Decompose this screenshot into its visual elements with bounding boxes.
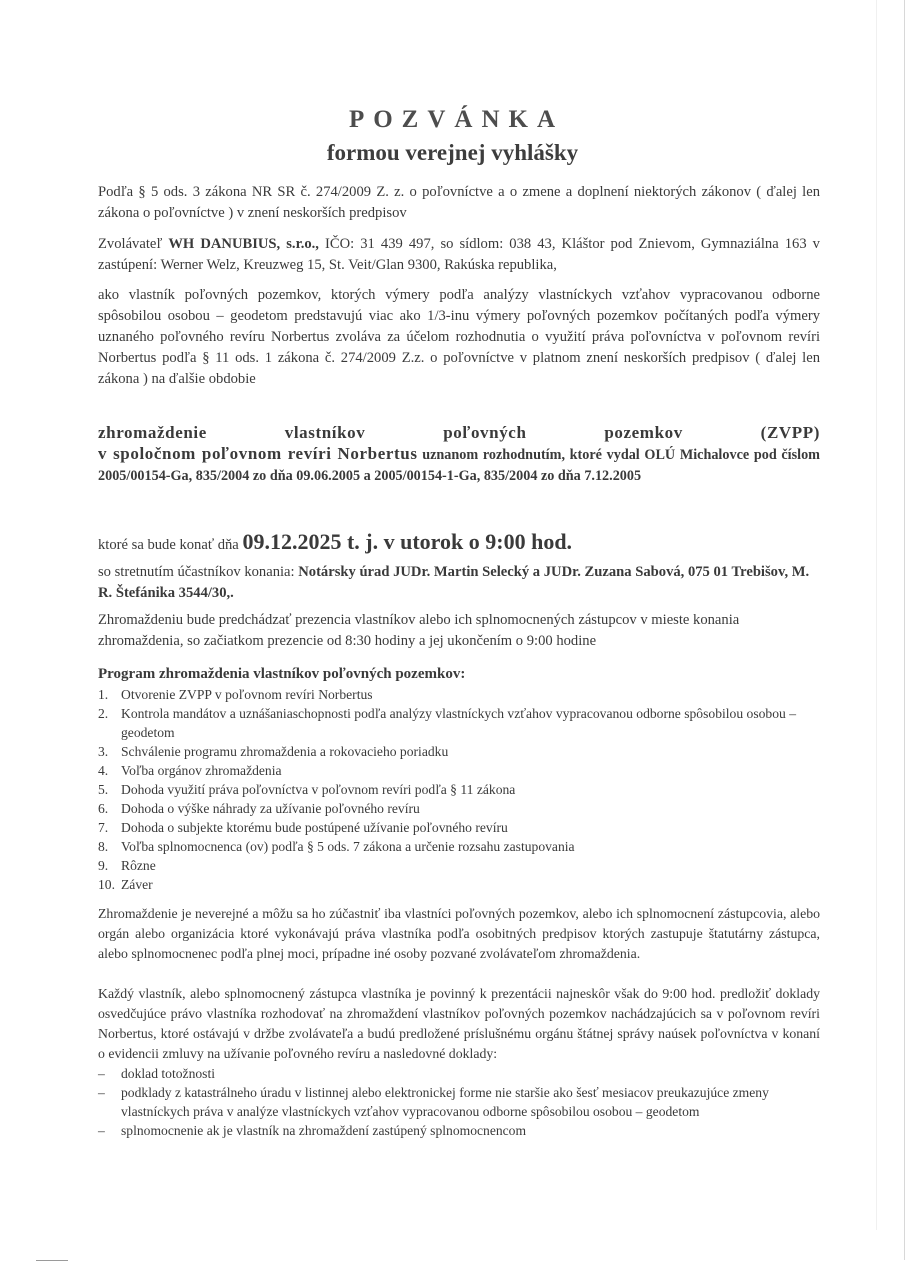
program-item-number: 3. <box>98 744 109 759</box>
program-item <box>98 780 820 799</box>
program-item-number: 8. <box>98 839 109 854</box>
legal-basis-paragraph <box>98 182 820 224</box>
convener-name: WH DANUBIUS, s.r.o., <box>168 236 319 252</box>
program-item <box>98 837 820 856</box>
program-item-text: Záver <box>121 877 153 892</box>
program-item <box>98 685 820 704</box>
program-list <box>98 685 820 894</box>
program-item-text: Schválenie programu zhromaždenia a rokovacieho poriadku <box>121 744 449 759</box>
program-title: Program zhromaždenia vlastníkov poľovných pozemkov: <box>98 666 466 682</box>
program-item-number: 6. <box>98 801 109 816</box>
convener-prefix: Zvolávateľ <box>98 236 169 252</box>
footer-rule <box>36 1260 68 1261</box>
program-item-text: Kontrola mandátov a uznášaniaschopnosti podľa analýzy vlastníckych vzťahov vypracovanou odborne spôsobilou osobou – geodetom <box>121 706 797 740</box>
assembly-decision: uznanom rozhodnutím, ktoré vydal OLÚ Michalovce pod číslom 2005/00154-Ga, 835/2004 zo dňa 09.06.2005 a 2005/00154-1-Ga, 835/2004 zo dňa 7.12.2005 <box>98 447 820 484</box>
program-item-text: Rôzne <box>121 858 156 873</box>
meeting-venue-paragraph <box>98 562 820 604</box>
program-item-text: Voľba orgánov zhromaždenia <box>121 763 282 778</box>
required-document-text: splnomocnenie ak je vlastník na zhromaždení zastúpený splnomocnencom <box>121 1123 527 1138</box>
required-documents-list <box>98 1064 820 1140</box>
convener-paragraph <box>98 234 820 276</box>
program-item <box>98 742 820 761</box>
scan-edge-line-faint <box>876 0 877 1230</box>
program-item-number: 5. <box>98 782 109 797</box>
assembly-paragraph <box>98 422 820 487</box>
owner-paragraph <box>98 285 820 390</box>
program-item-text: Voľba splnomocnenca (ov) podľa § 5 ods. 7 zákona a určenie rozsahu zastupovania <box>121 839 575 854</box>
assembly-heading-line2: v spoločnom poľovnom revíri Norbertus <box>98 444 418 463</box>
program-item <box>98 818 820 837</box>
program-item <box>98 856 820 875</box>
program-item-number: 2. <box>98 706 109 721</box>
venue-prefix: so stretnutím účastníkov konania: <box>98 564 299 580</box>
program-item <box>98 875 820 894</box>
program-item-number: 1. <box>98 687 109 702</box>
program-item-text: Dohoda o subjekte ktorému bude postúpené užívanie poľovného revíru <box>121 820 508 835</box>
legal-basis-text: Podľa § 5 ods. 3 zákona NR SR č. 274/2009 Z. z. o poľovníctve a o zmene a doplnení niektorých zákonov ( ďalej len zákona o poľovníctve ) v znení neskorších predpisov <box>98 184 820 221</box>
owner-text: ako vlastník poľovných pozemkov, ktorých výmery podľa analýzy vlastníckych vzťahov vypracovanou odborne spôsobilou osobou – geodetom predstavujú viac ako 1/3-inu výmery poľovných pozemkov počítaných podľa výmery uznaného poľovného revíru Norbertus zvoláva za účelom rozhodnutia o využití práva poľovníctva v poľovnom revíri Norbertus podľa § 11 ods. 1 zákona č. 274/2009 Z.z. o poľovníctve v platnom znení neskorších predpisov ( ďalej len zákona ) na ďalšie obdobie <box>98 287 820 387</box>
dash-bullet-icon: – <box>98 1123 105 1138</box>
program-item <box>98 799 820 818</box>
program-item-text: Dohoda o výške náhrady za užívanie poľovného revíru <box>121 801 420 816</box>
meeting-date-line <box>98 528 820 559</box>
program-item-number: 7. <box>98 820 109 835</box>
required-document-item <box>98 1083 820 1121</box>
program-item-number: 9. <box>98 858 109 873</box>
document-title: POZVÁNKA <box>348 106 565 133</box>
closing-text-1: Zhromaždenie je neverejné a môžu sa ho zúčastniť iba vlastníci poľovných pozemkov, alebo ich splnomocnení zástupcovia, alebo orgán alebo organizácia ktoré vykonávajú práva vlastníka podľa osobitných predpisov ktorých zastupuje štatutárny zástupca, alebo splnomocnenec podľa plnej moci, prípadne iné osoby pozvané zvolávateľom zhromaždenia. <box>98 906 820 961</box>
required-document-text: podklady z katastrálneho úradu v listinnej alebo elektronickej forme nie staršie ako šesť mesiacov preukazujúce zmeny vlastníckych práva v analýze vlastníckych vzťahov vypracovanou odborne spôsobilou osobou – geodetom <box>121 1085 769 1119</box>
program-section <box>98 664 820 894</box>
program-item-text: Otvorenie ZVPP v poľovnom revíri Norbertus <box>121 687 373 702</box>
registration-text: Zhromaždeniu bude predchádzať prezencia vlastníkov alebo ich splnomocnených zástupcov v mieste konania zhromaždenia, so začiatkom prezencie od 8:30 hodiny a jej ukončením o 9:00 hodine <box>98 612 740 649</box>
required-document-text: doklad totožnosti <box>121 1066 216 1081</box>
dash-bullet-icon: – <box>98 1085 105 1100</box>
closing-paragraph-1 <box>98 904 820 964</box>
required-document-item <box>98 1121 820 1140</box>
program-item-text: Dohoda využití práva poľovníctva v poľovnom revíri podľa § 11 zákona <box>121 782 516 797</box>
program-item <box>98 704 820 742</box>
meeting-date-prefix: ktoré sa bude konať dňa <box>98 537 243 553</box>
closing-paragraph-2 <box>98 984 820 1140</box>
closing-text-2: Každý vlastník, alebo splnomocnený zástupca vlastníka je povinný k prezentácii najneskôr však do 9:00 hod. predložiť doklady osvedčujúce právo vlastníka rozhodovať na zhromaždení vlastníkov poľovných pozemkov nachádzajúcich sa v poľovnom revíri Norbertus, ktoré ostávajú v držbe zvolávateľa a budú predložené príslušnému orgánu štátnej správy naúsek poľovníctva v konaní o evidencii zmluvy na užívanie poľovného revíru a nasledovné doklady: <box>98 986 820 1061</box>
document-subtitle: formou verejnej vyhlášky <box>326 140 579 165</box>
meeting-datetime: 09.12.2025 t. j. v utorok o 9:00 hod. <box>242 529 573 554</box>
required-document-item <box>98 1064 820 1083</box>
dash-bullet-icon: – <box>98 1066 105 1081</box>
program-item <box>98 761 820 780</box>
venue-address: Notársky úrad JUDr. Martin Selecký a JUDr. Zuzana Sabová, 075 01 Trebišov, M. R. Štefánika 3544/30,. <box>98 564 810 601</box>
program-item-number: 4. <box>98 763 109 778</box>
assembly-heading-line1: zhromaždenie vlastníkov poľovných pozemkov (ZVPP) <box>98 423 820 442</box>
registration-paragraph <box>98 610 820 652</box>
program-item-number: 10. <box>98 877 115 892</box>
convener-details: IČO: 31 439 497, so sídlom: 038 43, Kláštor pod Znievom, Gymnaziálna 163 v zastúpení: Werner Welz, Kreuzweg 15, St. Veit/Glan 9300, Rakúska republika, <box>98 236 820 273</box>
